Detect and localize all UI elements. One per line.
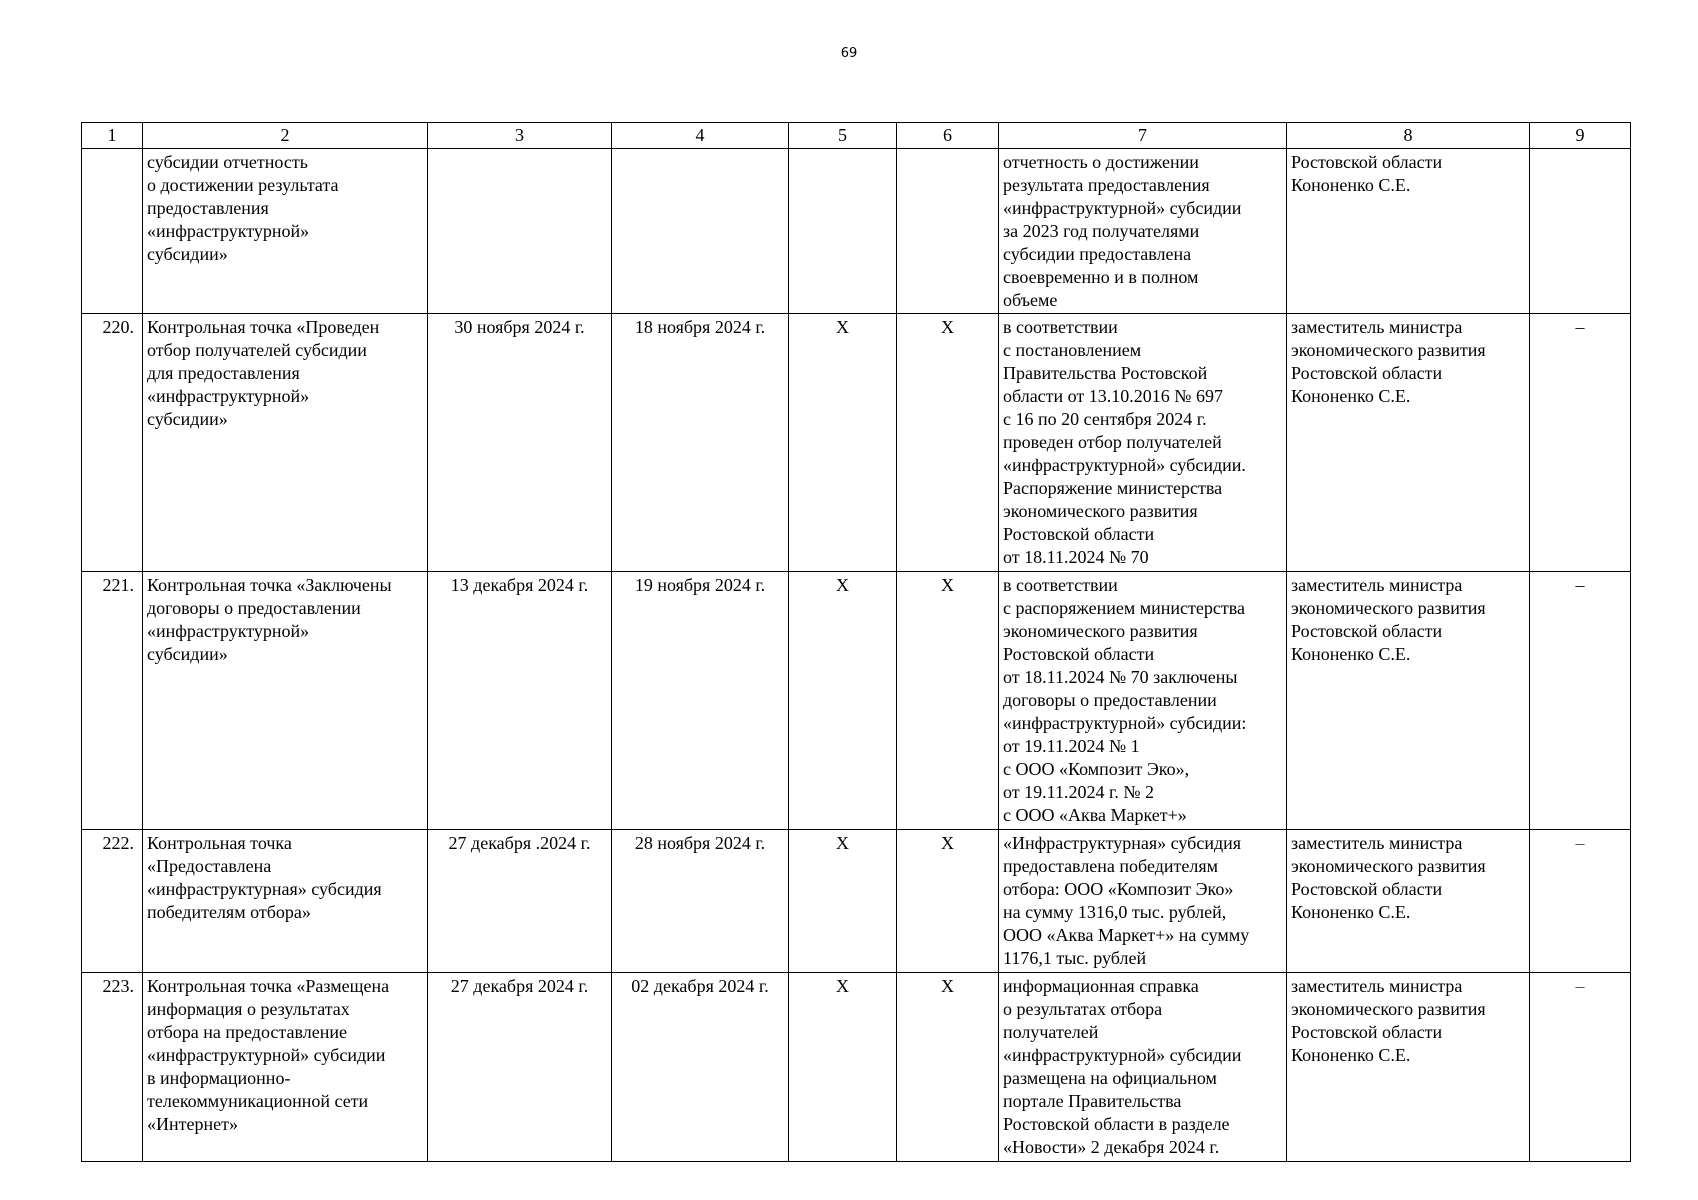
fact-date: 02 декабря 2024 г. bbox=[612, 973, 789, 1162]
column-6-value: X bbox=[897, 314, 999, 572]
plan-date: 27 декабря .2024 г. bbox=[428, 830, 612, 973]
column-5-value: X bbox=[789, 830, 897, 973]
column-header: 5 bbox=[789, 123, 897, 149]
column-9-value bbox=[1530, 149, 1631, 314]
fact-date bbox=[612, 149, 789, 314]
column-header: 6 bbox=[897, 123, 999, 149]
row-number bbox=[82, 149, 143, 314]
execution-info: отчетность о достижении результата предоставления «инфраструктурной» субсидии за 2023 год получателями субсидии предоставлена своевременно и в полном объеме bbox=[999, 149, 1287, 314]
column-header: 3 bbox=[428, 123, 612, 149]
responsible-person: Ростовской области Кононенко С.Е. bbox=[1287, 149, 1530, 314]
execution-info: в соответствии с распоряжением министерства экономического развития Ростовской области от 18.11.2024 № 70 заключены договоры о предоставлении «инфраструктурной» субсидии: от 19.11.2024 № 1 с ООО «Композит Эко», от 19.11.2024 г. № 2 с ООО «Аква Маркет+» bbox=[999, 572, 1287, 830]
page-number: 69 bbox=[840, 46, 858, 61]
control-point-name: Контрольная точка «Предоставлена «инфраструктурная» субсидия победителям отбора» bbox=[143, 830, 428, 973]
table-row bbox=[82, 572, 1631, 830]
column-9-value: – bbox=[1530, 973, 1631, 1162]
control-point-name: Контрольная точка «Размещена информация о результатах отбора на предоставление «инфраструктурной» субсидии в информационно- телекоммуникационной сети «Интернет» bbox=[143, 973, 428, 1162]
control-point-name: субсидии отчетность о достижении результата предоставления «инфраструктурной» субсидии» bbox=[143, 149, 428, 314]
column-header: 1 bbox=[82, 123, 143, 149]
responsible-person: заместитель министра экономического развития Ростовской области Кононенко С.Е. bbox=[1287, 572, 1530, 830]
column-header: 7 bbox=[999, 123, 1287, 149]
row-number: 222. bbox=[82, 830, 143, 973]
column-5-value bbox=[789, 149, 897, 314]
column-header: 2 bbox=[143, 123, 428, 149]
column-9-value: – bbox=[1530, 314, 1631, 572]
row-number: 221. bbox=[82, 572, 143, 830]
execution-info: в соответствии с постановлением Правительства Ростовской области от 13.10.2016 № 697 с 16 по 20 сентября 2024 г. проведен отбор получателей «инфраструктурной» субсидии. Распоряжение министерства экономического развития Ростовской области от 18.11.2024 № 70 bbox=[999, 314, 1287, 572]
column-header: 4 bbox=[612, 123, 789, 149]
plan-date: 30 ноября 2024 г. bbox=[428, 314, 612, 572]
column-header: 8 bbox=[1287, 123, 1530, 149]
column-6-value: X bbox=[897, 973, 999, 1162]
execution-info: информационная справка о результатах отбора получателей «инфраструктурной» субсидии размещена на официальном портале Правительства Ростовской области в разделе «Новости» 2 декабря 2024 г. bbox=[999, 973, 1287, 1162]
plan-date: 13 декабря 2024 г. bbox=[428, 572, 612, 830]
fact-date: 19 ноября 2024 г. bbox=[612, 572, 789, 830]
table-row bbox=[82, 314, 1631, 572]
table-row bbox=[82, 973, 1631, 1162]
table-header-row bbox=[82, 123, 1631, 149]
plan-date bbox=[428, 149, 612, 314]
column-6-value bbox=[897, 149, 999, 314]
fact-date: 28 ноября 2024 г. bbox=[612, 830, 789, 973]
control-point-name: Контрольная точка «Проведен отбор получателей субсидии для предоставления «инфраструктурной» субсидии» bbox=[143, 314, 428, 572]
column-6-value: X bbox=[897, 572, 999, 830]
column-5-value: X bbox=[789, 973, 897, 1162]
column-header: 9 bbox=[1530, 123, 1631, 149]
row-number: 220. bbox=[82, 314, 143, 572]
table-row bbox=[82, 149, 1631, 314]
table-row bbox=[82, 830, 1631, 973]
column-9-value: – bbox=[1530, 830, 1631, 973]
responsible-person: заместитель министра экономического развития Ростовской области Кононенко С.Е. bbox=[1287, 973, 1530, 1162]
execution-info: «Инфраструктурная» субсидия предоставлена победителям отбора: ООО «Композит Эко» на сумму 1316,0 тыс. рублей, ООО «Аква Маркет+» на сумму 1176,1 тыс. рублей bbox=[999, 830, 1287, 973]
column-5-value: X bbox=[789, 572, 897, 830]
control-point-name: Контрольная точка «Заключены договоры о предоставлении «инфраструктурной» субсидии» bbox=[143, 572, 428, 830]
responsible-person: заместитель министра экономического развития Ростовской области Кононенко С.Е. bbox=[1287, 830, 1530, 973]
column-6-value: X bbox=[897, 830, 999, 973]
fact-date: 18 ноября 2024 г. bbox=[612, 314, 789, 572]
column-5-value: X bbox=[789, 314, 897, 572]
column-9-value: – bbox=[1530, 572, 1631, 830]
row-number: 223. bbox=[82, 973, 143, 1162]
responsible-person: заместитель министра экономического развития Ростовской области Кононенко С.Е. bbox=[1287, 314, 1530, 572]
plan-date: 27 декабря 2024 г. bbox=[428, 973, 612, 1162]
control-points-table bbox=[81, 122, 1631, 1162]
